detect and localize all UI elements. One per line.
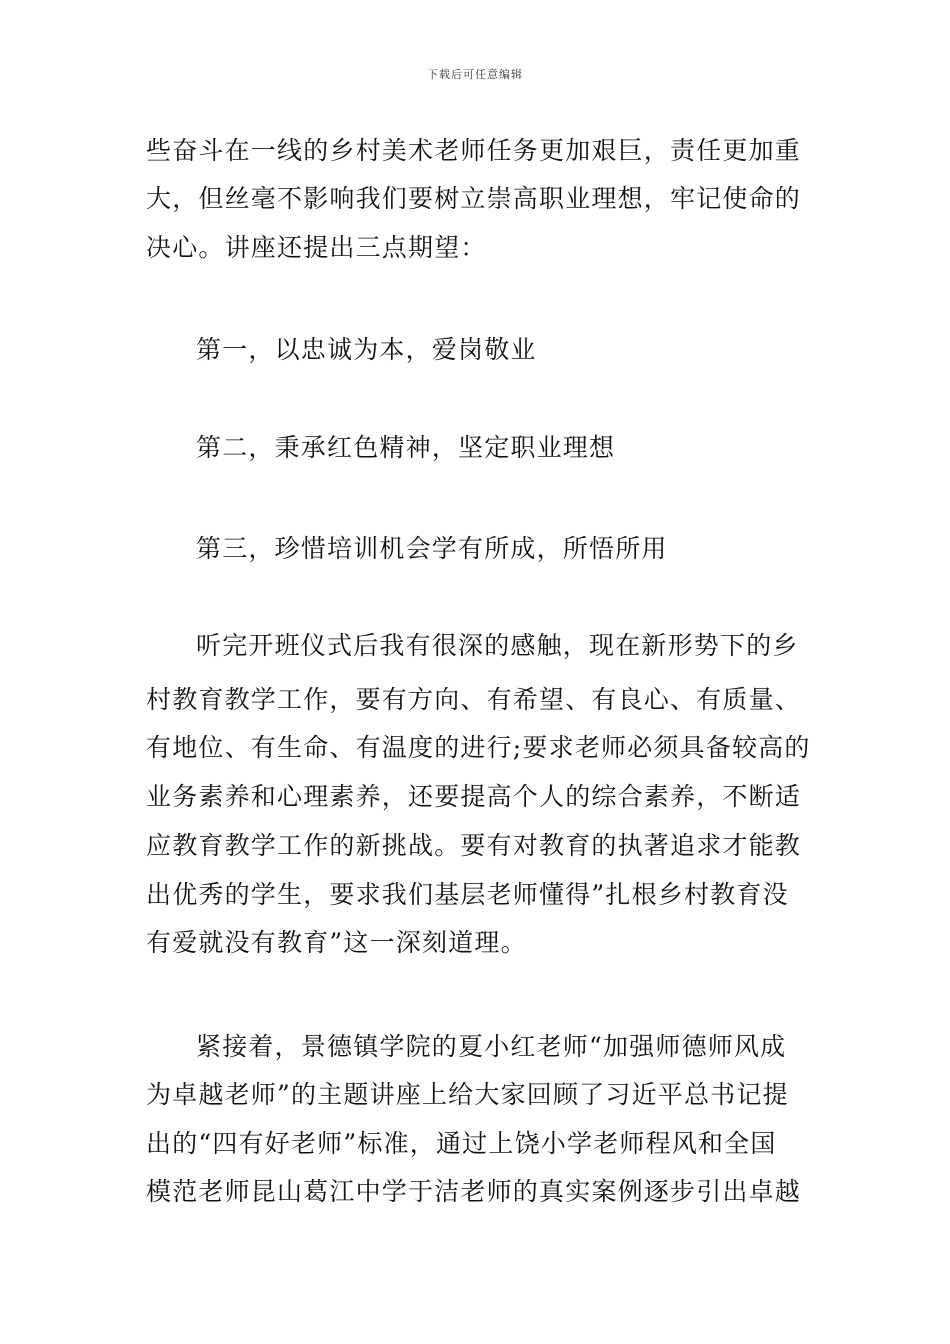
page-header-note: 下载后可任意编辑 (427, 68, 523, 81)
expectation-item: 第二，秉承红色精神，坚定职业理想 (196, 433, 616, 462)
paragraph-line: 应教育教学工作的新挑战。要有对教育的执著追求才能教 (146, 831, 802, 860)
paragraph-line: 模范老师昆山葛江中学于洁老师的真实案例逐步引出卓越 (146, 1177, 802, 1206)
paragraph-line: 为卓越老师”的主题讲座上给大家回顾了习近平总书记提 (146, 1080, 789, 1109)
paragraph-line: 村教育教学工作，要有方向、有希望、有良心、有质量、 (146, 685, 802, 714)
paragraph-line: 决心。讲座还提出三点期望： (146, 233, 487, 262)
paragraph-line: 有爱就没有教育”这一深刻道理。 (146, 928, 527, 957)
paragraph-line: 出优秀的学生，要求我们基层老师懂得”扎根乡村教育没 (146, 880, 789, 909)
paragraph-line: 紧接着，景德镇学院的夏小红老师“加强师德师风成 (196, 1032, 787, 1061)
expectation-item: 第一，以忠诚为本，爱岗敬业 (196, 335, 537, 364)
paragraph-line: 大，但丝毫不影响我们要树立崇高职业理想，牢记使命的 (146, 184, 802, 213)
paragraph-line: 出的“四有好老师”标准，通过上饶小学老师程风和全国 (146, 1129, 777, 1158)
paragraph-line: 听完开班仪式后我有很深的感触，现在新形势下的乡 (196, 631, 799, 660)
expectation-item: 第三，珍惜培训机会学有所成，所悟所用 (196, 534, 668, 563)
paragraph-line: 业务素养和心理素养，还要提高个人的综合素养，不断适 (146, 782, 802, 811)
paragraph-line: 有地位、有生命、有温度的进行;要求老师必须具备较高的 (146, 733, 811, 762)
paragraph-line: 些奋斗在一线的乡村美术老师任务更加艰巨，责任更加重 (146, 136, 802, 165)
